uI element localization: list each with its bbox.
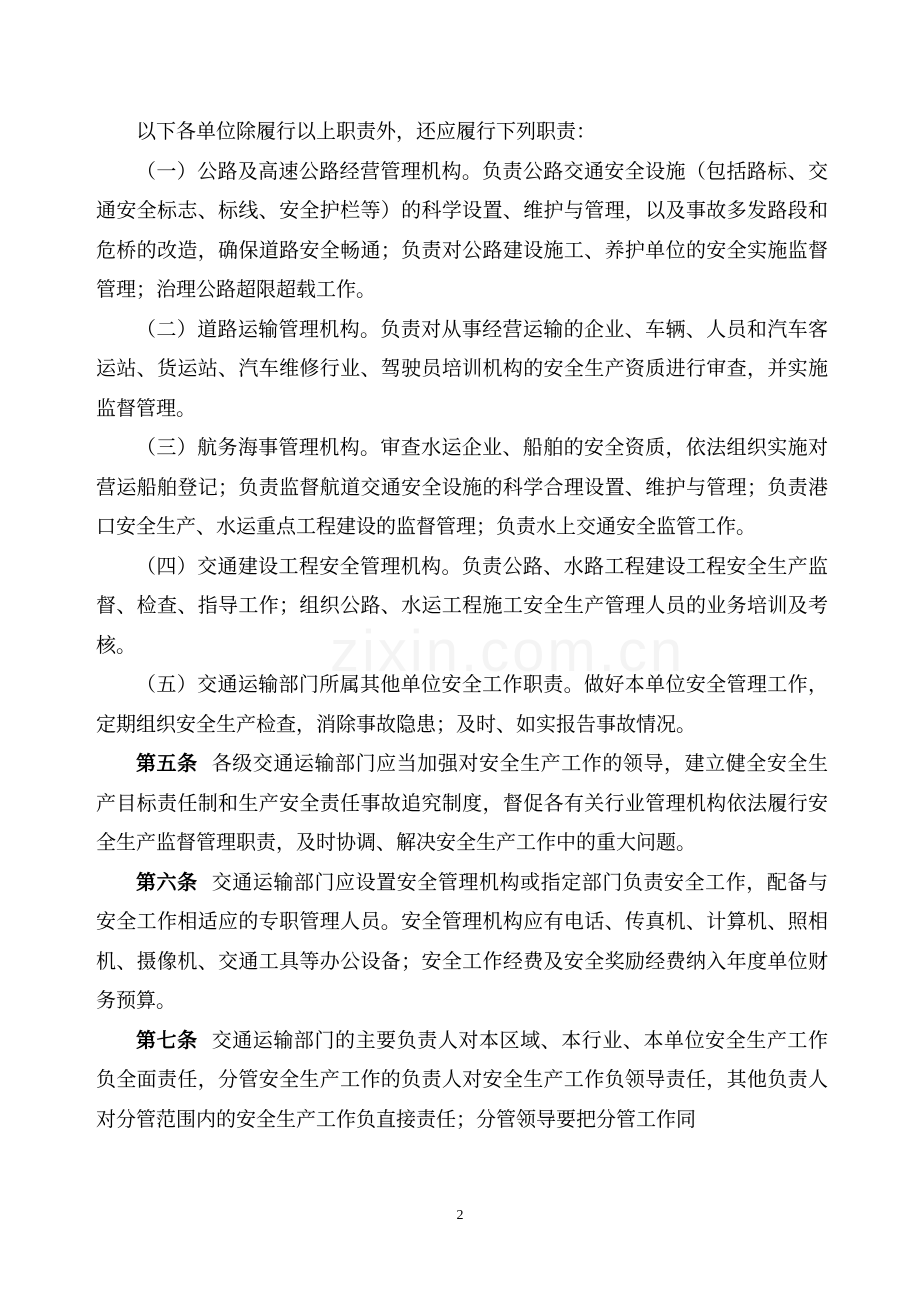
paragraph-item-3 (96, 428, 828, 547)
document-body (96, 112, 828, 1139)
article-heading: 第六条 (136, 869, 198, 894)
paragraph-text: （一）公路及高速公路经营管理机构。负责公路交通安全设施（包括路标、交通安全标志、标线、安全护栏等）的科学设置、维护与管理，以及事故多发路段和危桥的改造，确保道路安全畅通；负责对公路建设施工、养护单位的安全实施监督管理；治理公路超限超载工作。 (96, 158, 828, 301)
paragraph-item-1 (96, 152, 828, 310)
page-number: 2 (456, 1208, 464, 1223)
paragraph-item-5 (96, 665, 828, 744)
paragraph-text: （五）交通运输部门所属其他单位安全工作职责。做好本单位安全管理工作，定期组织安全生产检查，消除事故隐患；及时、如实报告事故情况。 (96, 672, 828, 736)
paragraph-text: （四）交通建设工程安全管理机构。负责公路、水路工程建设工程安全生产监督、检查、指导工作；组织公路、水运工程施工安全生产管理人员的业务培训及考核。 (96, 553, 828, 657)
article-5 (96, 744, 828, 863)
paragraph-text: 交通运输部门应设置安全管理机构或指定部门负责安全工作，配备与安全工作相适应的专职管理人员。安全管理机构应有电话、传真机、计算机、照相机、摄像机、交通工具等办公设备；安全工作经费及安全奖励经费纳入年度单位财务预算。 (96, 869, 828, 1012)
article-heading: 第七条 (136, 1027, 198, 1052)
article-7 (96, 1021, 828, 1140)
paragraph-text: （三）航务海事管理机构。审查水运企业、船舶的安全资质，依法组织实施对营运船舶登记；负责监督航道交通安全设施的科学合理设置、维护与管理；负责港口安全生产、水运重点工程建设的监督管理；负责水上交通安全监管工作。 (96, 435, 828, 538)
paragraph-text: 各级交通运输部门应当加强对安全生产工作的领导，建立健全安全生产目标责任制和生产安全责任事故追究制度，督促各有关行业管理机构依法履行安全生产监督管理职责，及时协调、解决安全生产工作中的重大问题。 (96, 751, 828, 854)
paragraph-item-2 (96, 310, 828, 429)
article-heading: 第五条 (136, 751, 198, 775)
paragraph-text: 以下各单位除履行以上职责外，还应履行下列职责： (136, 119, 596, 143)
paragraph-text: 交通运输部门的主要负责人对本区域、本行业、本单位安全生产工作负全面责任，分管安全生产工作的负责人对安全生产工作负领导责任，其他负责人对分管范围内的安全生产工作负直接责任；分管领导要把分管工作同 (96, 1027, 828, 1131)
paragraph-text: （二）道路运输管理机构。负责对从事经营运输的企业、车辆、人员和汽车客运站、货运站、汽车维修行业、驾驶员培训机构的安全生产资质进行审查，并实施监督管理。 (96, 316, 828, 420)
paragraph-item-4 (96, 547, 828, 666)
article-6 (96, 863, 828, 1021)
paragraph-intro (96, 112, 828, 152)
watermark: zixin.com.cn (330, 619, 686, 684)
